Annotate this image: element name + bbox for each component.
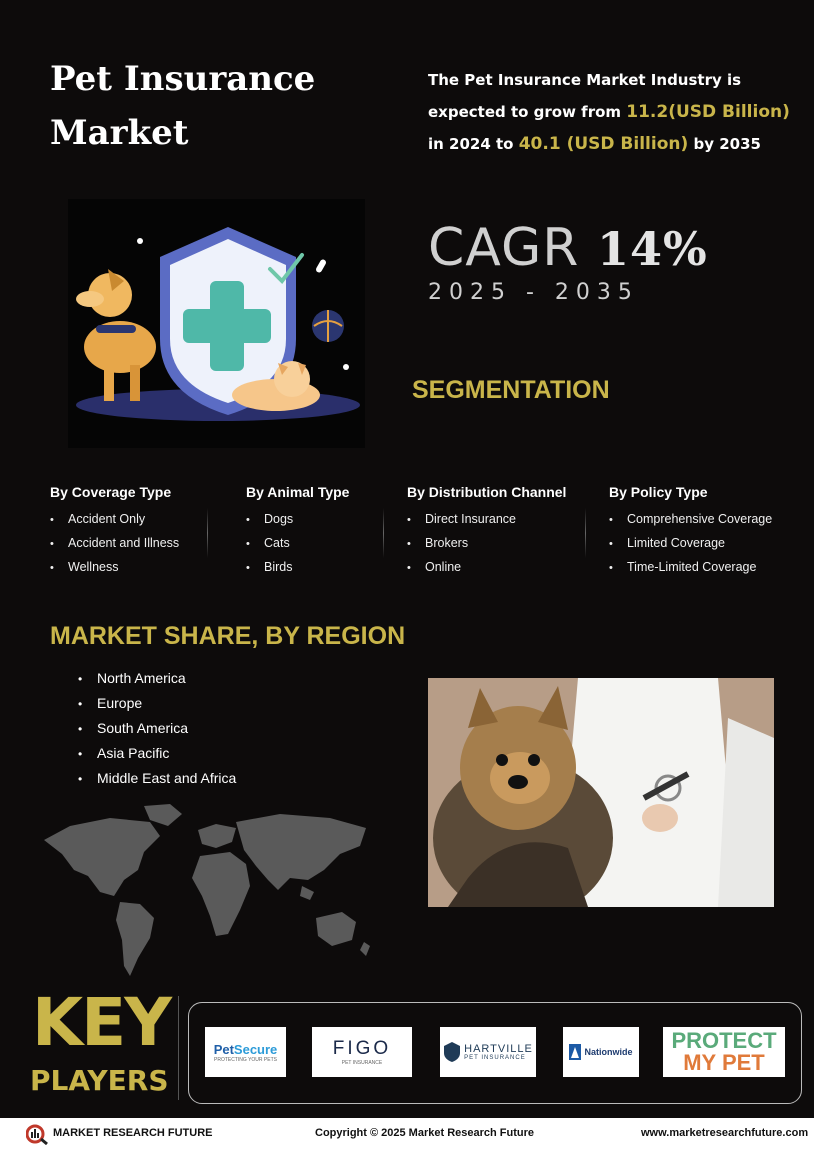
logo-figo	[312, 1027, 412, 1077]
segment-item: • Cats	[246, 532, 349, 556]
petsecure-wordmark: PetSecure	[213, 1041, 278, 1057]
column-divider	[585, 508, 586, 558]
headline-value-2035: 40.1 (USD Billion)	[518, 134, 689, 154]
shield-pets-icon	[68, 199, 365, 448]
petsecure-tagline: PROTECTING YOUR PETS	[214, 1056, 277, 1063]
footer-website[interactable]: www.marketresearchfuture.com	[641, 1127, 809, 1139]
segmentation-title: SEGMENTATION	[412, 376, 610, 404]
nationwide-wordmark: Nationwide	[584, 1047, 633, 1057]
segment-coverage-type	[50, 484, 179, 580]
region-item: • Middle East and Africa	[78, 766, 236, 791]
segment-item: • Limited Coverage	[609, 532, 772, 556]
segment-heading: By Policy Type	[609, 484, 708, 500]
figo-tagline: PET INSURANCE	[341, 1060, 383, 1066]
column-divider	[207, 508, 208, 558]
segment-item: • Birds	[246, 556, 349, 580]
headline-middle: in 2024 to	[428, 135, 519, 153]
pet-insurance-illustration	[68, 199, 365, 448]
footer-copyright: Copyright © 2025 Market Research Future	[315, 1127, 535, 1139]
segment-item: • Time-Limited Coverage	[609, 556, 772, 580]
world-map	[40, 800, 380, 980]
segment-item: • Comprehensive Coverage	[609, 508, 772, 532]
key-divider	[178, 996, 179, 1100]
headline-suffix: by 2035	[688, 135, 761, 153]
region-item: • South America	[78, 716, 236, 741]
page-title: Pet Insurance Market	[50, 59, 316, 153]
nationwide-eagle-icon	[569, 1044, 581, 1060]
market-share-title: MARKET SHARE, BY REGION	[50, 622, 406, 650]
logo-hartville	[440, 1027, 536, 1077]
footer	[0, 1118, 814, 1150]
protect-wordmark: PROTECT	[671, 1028, 777, 1053]
segment-animal-type	[246, 484, 349, 580]
vet-dog-photo	[428, 678, 774, 907]
hartville-tagline: PET INSURANCE	[464, 1055, 526, 1061]
segment-item: • Direct Insurance	[407, 508, 566, 532]
segment-heading: By Coverage Type	[50, 484, 172, 500]
region-item: • North America	[78, 666, 236, 691]
segment-distribution-channel	[407, 484, 566, 580]
cagr-label: CAGR	[428, 218, 580, 278]
logo-protect-my-pet	[663, 1027, 785, 1077]
logo-petsecure	[205, 1027, 286, 1077]
cagr-value: 14%	[596, 222, 708, 276]
region-list	[78, 666, 236, 791]
segment-item: • Dogs	[246, 508, 349, 532]
figo-wordmark: FIGO	[332, 1038, 392, 1059]
segment-heading: By Animal Type	[246, 484, 350, 500]
segment-policy-type	[609, 484, 772, 580]
segment-item: • Online	[407, 556, 566, 580]
market-headline	[428, 64, 798, 160]
footer-brand: MARKET RESEARCH FUTURE	[53, 1127, 213, 1139]
column-divider	[383, 508, 384, 558]
segment-item: • Brokers	[407, 532, 566, 556]
segment-heading: By Distribution Channel	[407, 484, 567, 500]
hartville-shield-icon	[443, 1041, 461, 1063]
segment-item: • Accident and Illness	[50, 532, 179, 556]
key-label: KEY	[32, 984, 171, 1061]
headline-prefix: The Pet Insurance Market Industry is expected to grow from	[428, 71, 742, 121]
cagr-period: 2025 - 2035	[428, 280, 639, 305]
region-item: • Europe	[78, 691, 236, 716]
headline-value-2024: 11.2(USD Billion)	[626, 102, 790, 122]
players-label: PLAYERS	[30, 1064, 169, 1097]
hartville-wordmark: HARTVILLE	[464, 1043, 533, 1055]
mrfr-logo-icon	[26, 1123, 48, 1145]
dog-vet-icon	[428, 678, 774, 907]
mypet-wordmark: MY PET	[683, 1050, 765, 1075]
logo-nationwide	[563, 1027, 639, 1077]
segment-item: • Wellness	[50, 556, 179, 580]
cagr-display	[428, 218, 708, 279]
world-map-icon	[40, 800, 380, 980]
region-item: • Asia Pacific	[78, 741, 236, 766]
segment-item: • Accident Only	[50, 508, 179, 532]
